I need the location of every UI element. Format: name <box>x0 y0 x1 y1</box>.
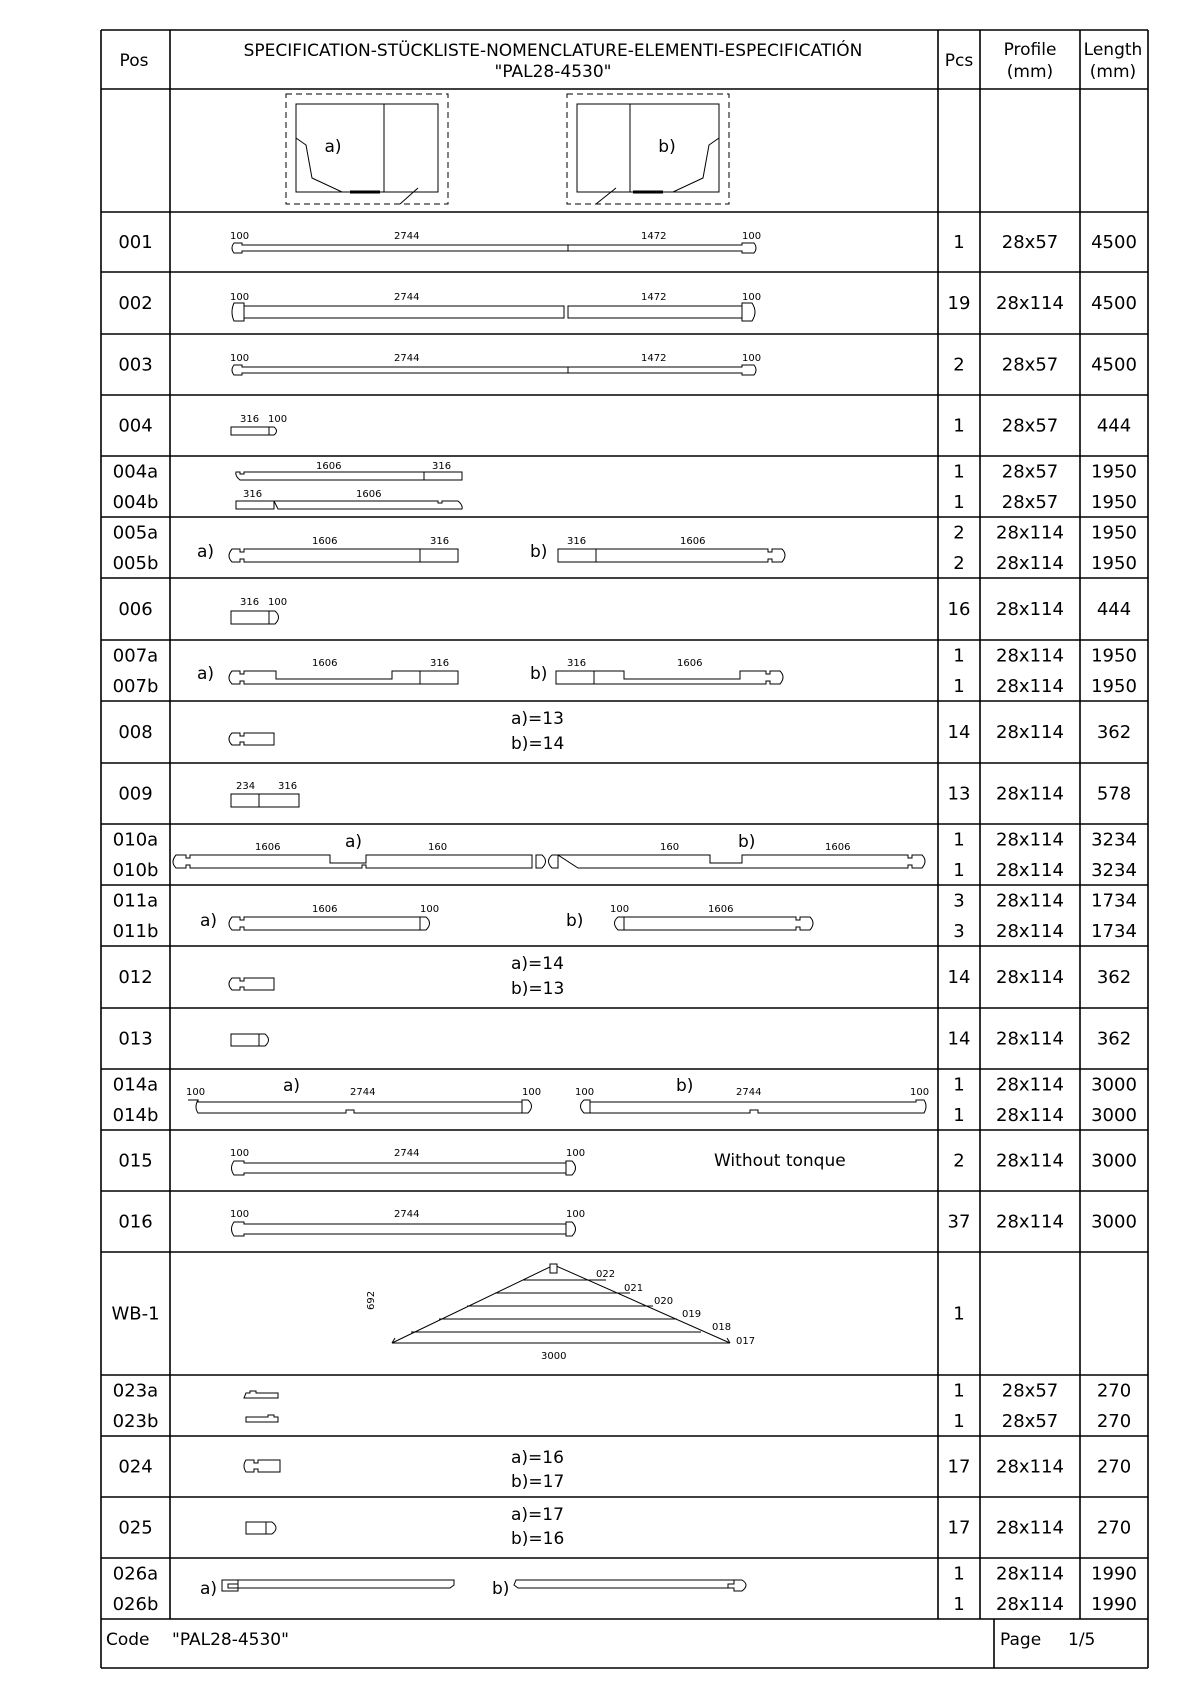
variant-label-b: b) <box>676 1076 694 1096</box>
dimension-label: 1472 <box>641 353 667 364</box>
part-drawing-012 <box>229 954 564 999</box>
row-pcs-cell: 1 <box>953 645 965 667</box>
row-pcs-cell: 1 <box>953 461 965 483</box>
row-length-cell: 362 <box>1096 1028 1132 1050</box>
row-pos-cell: 005a <box>112 522 159 544</box>
footer-code-value: "PAL28-4530" <box>172 1630 289 1650</box>
row-profile-cell: 28x57 <box>1001 491 1059 513</box>
footer <box>106 1630 1095 1650</box>
row-pos-cell: 004 <box>118 415 153 437</box>
row-pos-cell: 024 <box>118 1456 153 1478</box>
row-pcs-cell: 37 <box>947 1211 971 1233</box>
row-profile-cell: 28x114 <box>996 890 1064 912</box>
dimension-label: 2744 <box>394 231 420 242</box>
row-length-cell: 1950 <box>1091 461 1137 483</box>
variant-label-b: b) <box>566 911 584 931</box>
variant-label-a: a) <box>283 1076 301 1096</box>
row-length-cell: 444 <box>1096 599 1132 620</box>
dimension-label: 100 <box>230 1209 250 1220</box>
row-length-cell: 3234 <box>1091 859 1137 881</box>
dimension-label: 100 <box>575 1087 595 1098</box>
row-pcs-cell: 1 <box>953 1104 965 1126</box>
dimension-label: 2744 <box>394 292 420 303</box>
quantity-note: a)=14 <box>511 954 564 974</box>
row-profile-cell: 28x57 <box>1001 1410 1059 1432</box>
row-pos-cell: 010a <box>112 829 159 851</box>
variant-label-b: b) <box>492 1579 510 1599</box>
row-pos-cell: 026a <box>112 1563 159 1585</box>
part-drawing-006 <box>231 597 287 624</box>
row-pcs-cell: 2 <box>953 1150 965 1172</box>
dimension-label: 100 <box>268 597 288 608</box>
part-drawing-003 <box>230 353 761 375</box>
dimension-label: 316 <box>567 536 587 547</box>
row-profile-cell: 28x114 <box>996 1593 1064 1615</box>
variant-label-b: b) <box>530 542 548 562</box>
dimension-label: 692 <box>366 1290 377 1310</box>
overview-plan <box>286 94 729 204</box>
row-length-cell: 1990 <box>1091 1563 1137 1585</box>
row-pos-cell: 023b <box>112 1410 159 1432</box>
row-pcs-cell: 14 <box>947 722 971 743</box>
dimension-label: 100 <box>566 1209 586 1220</box>
dimension-label: 2744 <box>350 1087 376 1098</box>
row-pos-cell: 013 <box>118 1028 153 1050</box>
row-length-cell: 270 <box>1096 1456 1132 1478</box>
row-profile-cell: 28x114 <box>996 1517 1064 1539</box>
dimension-label: 100 <box>230 353 250 364</box>
variant-label-a: a) <box>197 542 215 562</box>
row-length-cell: 1950 <box>1091 675 1137 697</box>
row-note: Without tonque <box>714 1151 846 1171</box>
row-pos-cell: 025 <box>118 1517 153 1539</box>
row-length-cell: 4500 <box>1091 293 1137 314</box>
dimension-label: 1472 <box>641 292 667 303</box>
quantity-note: a)=13 <box>511 709 564 729</box>
dimension-label: 100 <box>566 1148 586 1159</box>
row-profile-cell: 28x114 <box>996 675 1064 697</box>
dimension-label: 022 <box>596 1269 616 1280</box>
part-drawing-004 <box>231 414 287 435</box>
row-length-cell: 362 <box>1096 722 1132 743</box>
row-pos-cell: 023a <box>112 1380 159 1402</box>
part-drawing-wb1 <box>366 1264 755 1362</box>
row-pos-cell: 012 <box>118 967 153 988</box>
row-pos-cell: 002 <box>118 293 153 314</box>
footer-page-value: 1/5 <box>1068 1630 1096 1650</box>
dimension-label: 100 <box>610 904 630 915</box>
header-length-unit: (mm) <box>1089 62 1137 82</box>
variant-label-b: b) <box>530 664 548 684</box>
row-length-cell: 3000 <box>1091 1150 1137 1172</box>
dimension-label: 1606 <box>680 536 706 547</box>
part-drawing-015 <box>230 1148 846 1175</box>
overview-label-a: a) <box>324 137 342 157</box>
row-pcs-cell: 13 <box>947 783 971 805</box>
row-pcs-cell: 1 <box>953 232 965 253</box>
row-profile-cell: 28x114 <box>996 599 1064 620</box>
dimension-label: 1606 <box>255 842 281 853</box>
row-pos-cell: 001 <box>118 232 153 253</box>
row-pcs-cell: 1 <box>953 415 965 437</box>
dimension-label: 316 <box>430 658 450 669</box>
row-profile-cell: 28x114 <box>996 552 1064 574</box>
row-profile-cell: 28x114 <box>996 293 1064 314</box>
quantity-note: b)=17 <box>511 1472 565 1492</box>
dimension-label: 1606 <box>312 536 338 547</box>
row-pcs-cell: 1 <box>953 1380 965 1402</box>
dimension-label: 021 <box>624 1283 644 1294</box>
variant-label-a: a) <box>200 1579 218 1599</box>
row-profile-cell: 28x114 <box>996 783 1064 805</box>
overview-label-b: b) <box>658 137 676 157</box>
row-pos-cell: 010b <box>112 859 159 881</box>
row-pcs-cell: 19 <box>947 293 971 314</box>
dimension-label: 1472 <box>641 231 667 242</box>
dimension-label: 018 <box>712 1322 732 1333</box>
dimension-label: 316 <box>240 597 260 608</box>
footer-code-label: Code <box>106 1630 150 1650</box>
row-profile-cell: 28x114 <box>996 967 1064 988</box>
dimension-label: 1606 <box>825 842 851 853</box>
row-pcs-cell: 3 <box>953 890 965 912</box>
row-pcs-cell: 1 <box>953 1074 965 1096</box>
dimension-label: 316 <box>567 658 587 669</box>
row-profile-cell: 28x114 <box>996 645 1064 667</box>
dimension-label: 160 <box>428 842 448 853</box>
row-pos-cell: 015 <box>118 1150 153 1172</box>
variant-label-a: a) <box>197 664 215 684</box>
row-profile-cell: 28x114 <box>996 1211 1064 1233</box>
row-pcs-cell: 16 <box>947 599 971 620</box>
row-profile-cell: 28x57 <box>1001 232 1059 253</box>
row-pcs-cell: 1 <box>953 859 965 881</box>
part-drawing-023ab <box>244 1391 278 1422</box>
row-pcs-cell: 3 <box>953 920 965 942</box>
dimension-label: 100 <box>268 414 288 425</box>
dimension-label: 100 <box>420 904 440 915</box>
quantity-note: b)=13 <box>511 979 565 999</box>
row-pcs-cell: 1 <box>953 675 965 697</box>
part-drawing-008 <box>229 709 564 754</box>
dimension-label: 1606 <box>312 658 338 669</box>
row-pos-cell: 004a <box>112 461 159 483</box>
row-pcs-cell: 1 <box>953 829 965 851</box>
row-pcs-cell: 17 <box>947 1456 971 1478</box>
row-length-cell: 3000 <box>1091 1104 1137 1126</box>
row-pos-cell: 006 <box>118 599 153 620</box>
row-profile-cell: 28x114 <box>996 1150 1064 1172</box>
part-drawing-002 <box>230 292 761 321</box>
row-profile-cell: 28x114 <box>996 722 1064 743</box>
row-pos-cell: 009 <box>118 783 153 805</box>
row-length-cell: 578 <box>1096 783 1132 805</box>
dimension-label: 234 <box>236 781 256 792</box>
part-drawing-016 <box>230 1209 585 1236</box>
row-length-cell: 1950 <box>1091 552 1137 574</box>
row-length-cell: 1950 <box>1091 645 1137 667</box>
row-pcs-cell: 1 <box>953 1563 965 1585</box>
dimension-label: 2744 <box>394 353 420 364</box>
row-pcs-cell: 14 <box>947 967 971 988</box>
row-pos-cell: 007a <box>112 645 159 667</box>
part-drawing-026ab <box>200 1579 746 1599</box>
part-drawing-001 <box>230 231 761 253</box>
part-drawing-011ab <box>200 904 813 931</box>
dimension-label: 100 <box>230 292 250 303</box>
part-drawing-007ab <box>197 658 783 684</box>
row-length-cell: 444 <box>1096 415 1132 437</box>
part-drawing-025 <box>246 1505 564 1549</box>
row-profile-cell: 28x114 <box>996 1074 1064 1096</box>
dimension-label: 100 <box>230 1148 250 1159</box>
variant-label-a: a) <box>345 832 363 852</box>
dimension-label: 316 <box>278 781 298 792</box>
dimension-label: 100 <box>742 353 762 364</box>
row-pos-cell: 008 <box>118 722 153 743</box>
row-pcs-cell: 1 <box>953 491 965 513</box>
row-pcs-cell: 2 <box>953 552 965 574</box>
row-length-cell: 1734 <box>1091 890 1137 912</box>
dimension-label: 1606 <box>316 461 342 472</box>
dimension-label: 100 <box>910 1087 930 1098</box>
row-length-cell: 1734 <box>1091 920 1137 942</box>
header-pcs: Pcs <box>944 51 974 71</box>
variant-label-a: a) <box>200 911 218 931</box>
row-pos-cell: WB-1 <box>111 1303 160 1325</box>
row-pos-cell: 005b <box>112 552 159 574</box>
row-profile-cell: 28x114 <box>996 920 1064 942</box>
table-header <box>120 39 1143 82</box>
quantity-note: a)=16 <box>511 1448 564 1468</box>
row-pos-cell: 011b <box>112 920 159 942</box>
dimension-label: 1606 <box>356 489 382 500</box>
dimension-label: 316 <box>240 414 260 425</box>
dimension-label: 2744 <box>736 1087 762 1098</box>
part-drawing-010ab <box>173 832 925 868</box>
row-length-cell: 3000 <box>1091 1211 1137 1233</box>
row-pcs-cell: 1 <box>953 1593 965 1615</box>
header-pos: Pos <box>119 51 149 71</box>
row-profile-cell: 28x57 <box>1001 354 1059 376</box>
header-title-code: "PAL28-4530" <box>494 62 612 82</box>
quantity-note: b)=14 <box>511 734 565 754</box>
dimension-label: 100 <box>742 292 762 303</box>
header-profile: Profile <box>1003 40 1057 60</box>
part-drawing-009 <box>231 781 299 807</box>
part-drawing-004ab <box>236 461 462 509</box>
header-profile-unit: (mm) <box>1006 62 1054 82</box>
dimension-label: 1606 <box>677 658 703 669</box>
row-pcs-cell: 1 <box>953 1303 965 1325</box>
dimension-label: 1606 <box>312 904 338 915</box>
row-profile-cell: 28x114 <box>996 859 1064 881</box>
dimension-label: 100 <box>522 1087 542 1098</box>
header-length: Length <box>1083 40 1143 60</box>
row-pos-cell: 016 <box>118 1211 153 1233</box>
row-length-cell: 3234 <box>1091 829 1137 851</box>
row-length-cell: 270 <box>1096 1517 1132 1539</box>
row-pcs-cell: 2 <box>953 522 965 544</box>
row-length-cell: 4500 <box>1091 354 1137 376</box>
row-profile-cell: 28x114 <box>996 1104 1064 1126</box>
dimension-label: 1606 <box>708 904 734 915</box>
dimension-label: 316 <box>243 489 263 500</box>
row-profile-cell: 28x114 <box>996 1563 1064 1585</box>
dimension-label: 019 <box>682 1309 702 1320</box>
row-length-cell: 270 <box>1096 1380 1132 1402</box>
row-length-cell: 4500 <box>1091 232 1137 253</box>
row-pcs-cell: 2 <box>953 354 965 376</box>
dimension-label: 3000 <box>541 1351 567 1362</box>
row-pos-cell: 003 <box>118 354 153 376</box>
dimension-label: 100 <box>186 1087 206 1098</box>
dimension-label: 020 <box>654 1296 674 1307</box>
row-length-cell: 362 <box>1096 967 1132 988</box>
dimension-label: 2744 <box>394 1148 420 1159</box>
row-pcs-cell: 17 <box>947 1517 971 1539</box>
row-pcs-cell: 14 <box>947 1028 971 1050</box>
row-profile-cell: 28x114 <box>996 829 1064 851</box>
dimension-label: 316 <box>430 536 450 547</box>
row-profile-cell: 28x114 <box>996 1456 1064 1478</box>
row-length-cell: 1950 <box>1091 522 1137 544</box>
dimension-label: 100 <box>230 231 250 242</box>
row-pos-cell: 014a <box>112 1074 159 1096</box>
part-drawings <box>173 231 929 1599</box>
dimension-label: 160 <box>660 842 680 853</box>
part-drawing-024 <box>244 1448 564 1492</box>
dimension-label: 316 <box>432 461 452 472</box>
row-profile-cell: 28x114 <box>996 522 1064 544</box>
row-profile-cell: 28x57 <box>1001 1380 1059 1402</box>
row-pos-cell: 004b <box>112 491 159 513</box>
part-drawing-005ab <box>197 536 785 562</box>
variant-label-b: b) <box>738 832 756 852</box>
row-length-cell: 1990 <box>1091 1593 1137 1615</box>
row-length-cell: 1950 <box>1091 491 1137 513</box>
row-pos-cell: 011a <box>112 890 159 912</box>
row-profile-cell: 28x57 <box>1001 461 1059 483</box>
row-profile-cell: 28x57 <box>1001 415 1059 437</box>
footer-page-label: Page <box>1000 1630 1042 1650</box>
dimension-label: 2744 <box>394 1209 420 1220</box>
row-pcs-cell: 1 <box>953 1410 965 1432</box>
row-pos-cell: 014b <box>112 1104 159 1126</box>
row-pos-cell: 007b <box>112 675 159 697</box>
dimension-label: 100 <box>742 231 762 242</box>
row-pos-cell: 026b <box>112 1593 159 1615</box>
header-title: SPECIFICATION-STÜCKLISTE-NOMENCLATURE-ELEMENTI-ESPECIFICATIÓN <box>243 41 863 61</box>
part-drawing-014ab <box>186 1076 929 1113</box>
row-profile-cell: 28x114 <box>996 1028 1064 1050</box>
quantity-note: b)=16 <box>511 1529 565 1549</box>
dimension-label: 017 <box>736 1336 756 1347</box>
row-length-cell: 270 <box>1096 1410 1132 1432</box>
quantity-note: a)=17 <box>511 1505 564 1525</box>
part-drawing-013 <box>231 1034 269 1046</box>
row-length-cell: 3000 <box>1091 1074 1137 1096</box>
